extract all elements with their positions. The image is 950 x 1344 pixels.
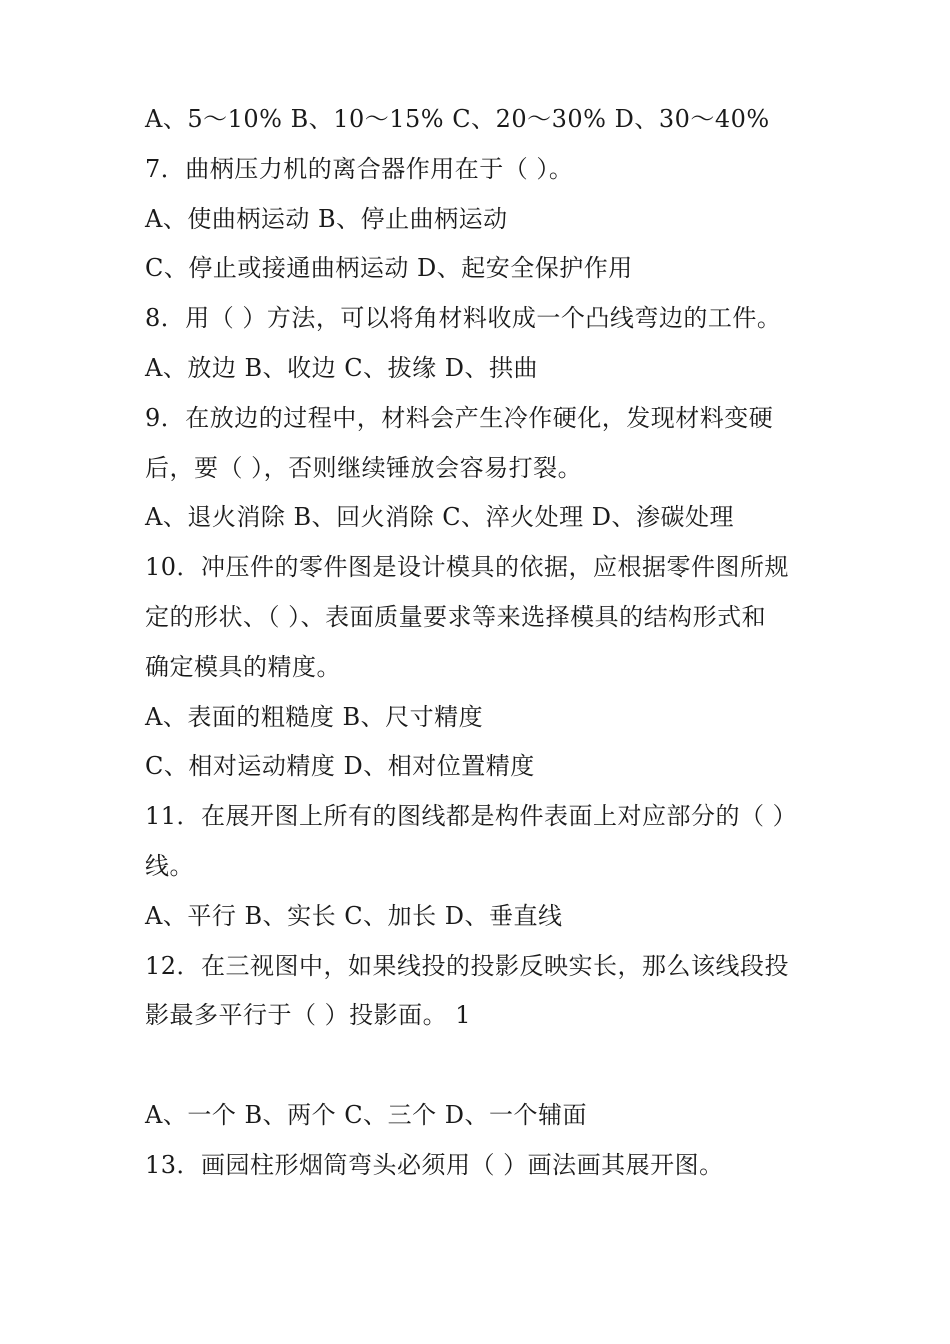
question-8: 8．用（ ）方法，可以将角材料收成一个凸线弯边的工件。 xyxy=(145,304,782,333)
options-12: A、一个 B、两个 C、三个 D、一个辅面 xyxy=(145,1100,587,1129)
question-11-line2: 线。 xyxy=(145,851,194,880)
question-12-line2: 影最多平行于（ ）投影面。 1 xyxy=(145,1001,472,1030)
question-9-line1: 9．在放边的过程中，材料会产生冷作硬化，发现材料变硬 xyxy=(145,403,774,432)
options-9: A、退火消除 B、回火消除 C、淬火处理 D、渗碳处理 xyxy=(145,503,734,532)
document-body xyxy=(145,95,815,1191)
question-7: 7．曲柄压力机的离合器作用在于（ ）。 xyxy=(145,154,574,183)
question-12-line1: 12．在三视图中，如果线投的投影反映实长，那么该线段投 xyxy=(145,951,790,980)
question-10-line2: 定的形状、（ ）、表面质量要求等来选择模具的结构形式和 xyxy=(145,602,767,631)
options-11: A、平行 B、实长 C、加长 D、垂直线 xyxy=(145,901,563,930)
blank-gap xyxy=(145,1041,815,1091)
options-8: A、放边 B、收边 C、拔缘 D、拱曲 xyxy=(145,353,538,382)
options-7a: A、使曲柄运动 B、停止曲柄运动 xyxy=(145,204,508,233)
question-10-line3: 确定模具的精度。 xyxy=(145,652,341,681)
question-11-line1: 11．在展开图上所有的图线都是构件表面上对应部分的（ ） xyxy=(145,802,798,831)
options-10b: C、相对运动精度 D、相对位置精度 xyxy=(145,752,535,781)
options-7b: C、停止或接通曲柄运动 D、起安全保护作用 xyxy=(145,254,633,283)
question-9-line2: 后，要（ ），否则继续锤放会容易打裂。 xyxy=(145,453,583,482)
text-line: A、5～10% B、10～15% C、20～30% D、30～40% xyxy=(145,105,770,133)
options-10a: A、表面的粗糙度 B、尺寸精度 xyxy=(145,702,484,731)
question-13: 13．画园柱形烟筒弯头必须用（ ）画法画其展开图。 xyxy=(145,1150,724,1179)
question-10-line1: 10．冲压件的零件图是设计模具的依据，应根据零件图所规 xyxy=(145,553,790,582)
